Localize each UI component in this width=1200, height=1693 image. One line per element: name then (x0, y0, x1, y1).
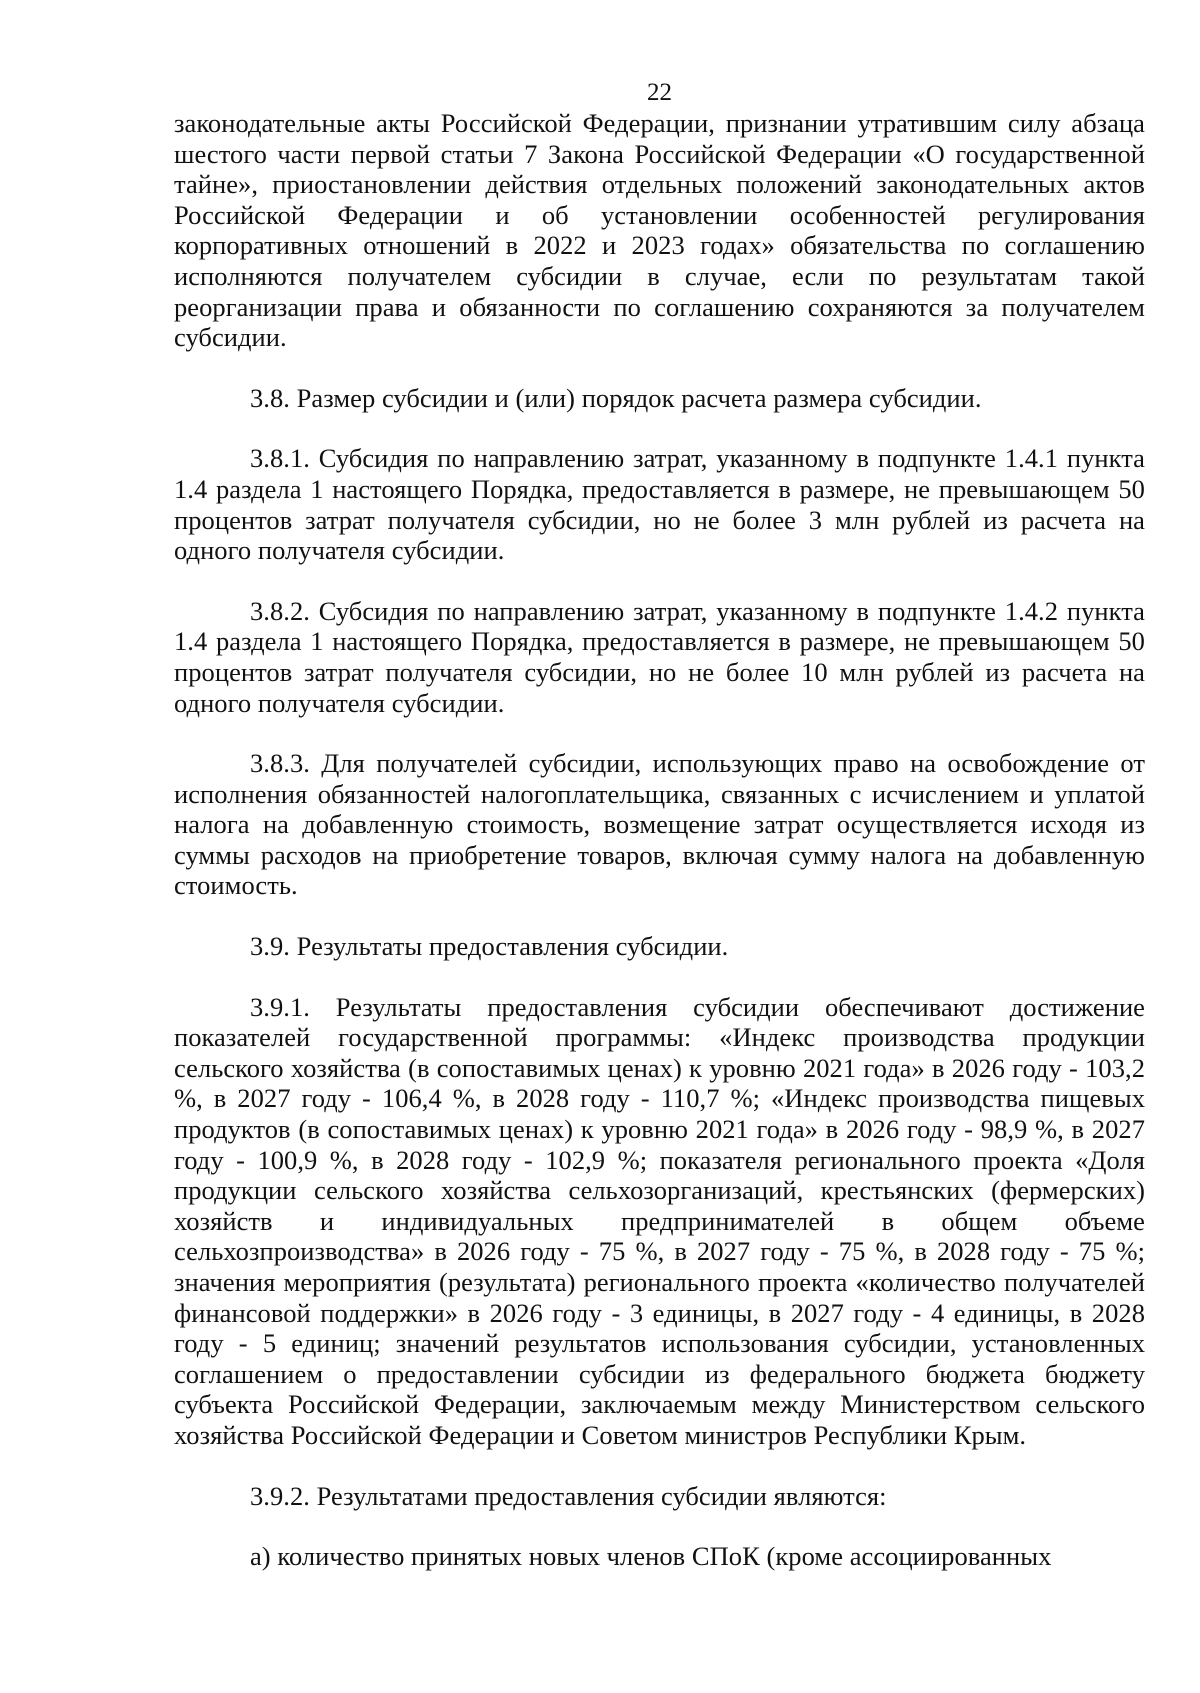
paragraph-item-a: а) количество принятых новых членов СПоК (кроме ассоциированных (250, 1541, 1052, 1572)
paragraph-3-9-1: 3.9.1. Результаты предоставления субсидии обеспечивают достижение показателей государственной программы: «Индекс производства продукции сельского хозяйства (в сопоставимых ценах) к уровню 2021 года» в 2026 году - 103,2 %, в 2027 году - 106,4 %, в 2028 году - 110,7 %; «Индекс производства пищевых продуктов (в сопоставимых ценах) к уровню 2021 года» в 2026 году - 98,9 %, в 2027 году - 100,9 %, в 2028 году - 102,9 %; показателя регионального проекта «Доля продукции сельского хозяйства сельхозорганизаций, крестьянских (фермерских) хозяйств и индивидуальных предпринимателей в общем объеме сельхозпроизводства» в 2026 году - 75 %, в 2027 году - 75 %, в 2028 году - 75 %; значения мероприятия (результата) регионального проекта «количество получателей финансовой поддержки» в 2026 году - 3 единицы, в 2027 году - 4 единицы, в 2028 году - 5 единиц; значений результатов использования субсидии, установленных соглашением о предоставлении субсидии из федерального бюджета бюджету субъекта Российской Федерации, заключаемым между Министерством сельского хозяйства Российской Федерации и Советом министров Республики Крым. (174, 991, 1145, 1450)
paragraph-3-8-2: 3.8.2. Субсидия по направлению затрат, указанному в подпункте 1.4.2 пункта 1.4 раздела 1 настоящего Порядка, предоставляется в размере, не превышающем 50 процентов затрат получателя субсидии, но не более 10 млн рублей из расчета на одного получателя субсидии. (174, 595, 1145, 718)
paragraph-3-8-3: 3.8.3. Для получателей субсидии, использующих право на освобождение от исполнения обязанностей налогоплательщика, связанных с исчислением и уплатой налога на добавленную стоимость, возмещение затрат осуществляется исходя из суммы расходов на приобретение товаров, включая сумму налога на добавленную стоимость. (174, 748, 1145, 901)
page-number: 22 (647, 79, 672, 106)
paragraph-3-9-2: 3.9.2. Результатами предоставления субсидии являются: (250, 1480, 887, 1511)
paragraph-continuation: законодательные акты Российской Федерации, признании утратившим силу абзаца шестого части первой статьи 7 Закона Российской Федерации «О государственной тайне», приостановлении действия отдельных положений законодательных актов Российской Федерации и об установлении особенностей регулирования корпоративных отношений в 2022 и 2023 годах» обязательства по соглашению исполняются получателем субсидии в случае, если по результатам такой реорганизации права и обязанности по соглашению сохраняются за получателем субсидии. (174, 108, 1145, 353)
paragraph-3-8: 3.8. Размер субсидии и (или) порядок расчета размера субсидии. (250, 382, 982, 413)
paragraph-3-9: 3.9. Результаты предоставления субсидии. (250, 931, 729, 962)
paragraph-3-8-1: 3.8.1. Субсидия по направлению затрат, указанному в подпункте 1.4.1 пункта 1.4 раздела 1 настоящего Порядка, предоставляется в размере, не превышающем 50 процентов затрат получателя субсидии, но не более 3 млн рублей из расчета на одного получателя субсидии. (174, 443, 1145, 566)
